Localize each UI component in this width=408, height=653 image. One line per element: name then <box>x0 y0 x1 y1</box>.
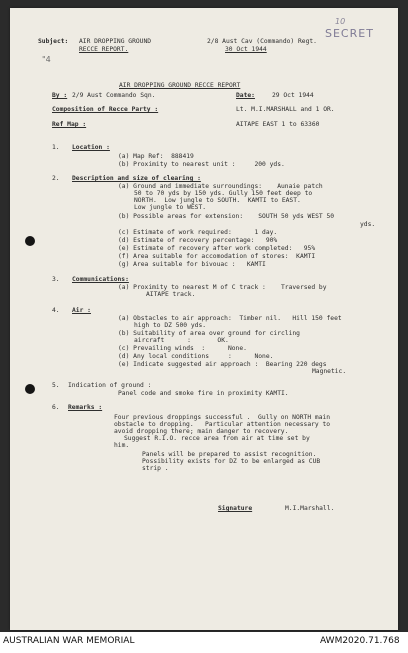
section-3-a-line2: AITAPE track. <box>146 291 196 298</box>
report-title: AIR DROPPING GROUND RECCE REPORT <box>119 82 241 89</box>
archive-reference: AWM2020.71.768 <box>320 636 400 646</box>
handwritten-number: 10 <box>335 17 346 26</box>
remarks-line-3: avoid dropping there; main danger to recovery. <box>114 428 289 435</box>
header-date: 30 Oct 1944 <box>225 46 267 53</box>
punch-hole-bottom <box>25 384 35 394</box>
section-2-b-line1: (b) Possible areas for extension: SOUTH 50 yds WEST 50 <box>118 213 335 220</box>
section-4-b-line1: (b) Suitability of area over ground for circling <box>118 330 300 337</box>
section-5-number: 5. <box>52 382 60 389</box>
punch-hole-top <box>25 236 35 246</box>
section-1-a: (a) Map Ref: 888419 <box>118 153 194 160</box>
remarks-line-1: Four previous droppings successful . Gully on NORTH main <box>114 414 331 421</box>
section-2-c: (c) Estimate of work required: 1 day. <box>118 229 278 236</box>
date-label: Date: <box>236 92 255 99</box>
section-5-body: Panel code and smoke fire in proximity KAMTI. <box>118 390 289 397</box>
date-value: 29 Oct 1944 <box>272 92 314 99</box>
remarks-line-6: Panels will be prepared to assist recognition. <box>142 451 317 458</box>
remarks-line-2: obstacle to dropping. Particular attention necessary to <box>114 421 331 428</box>
section-4-d: (d) Any local conditions : None. <box>118 353 274 360</box>
margin-mark: "4 <box>42 55 51 64</box>
section-2-e: (e) Estimate of recovery after work completed: 95% <box>118 245 316 252</box>
section-4-e-line2: Magnetic. <box>312 368 347 375</box>
section-2-f: (f) Area suitable for accomodation of stores: KAMTI <box>118 253 316 260</box>
remarks-line-7: Possibility exists for DZ to be enlarged as CUB <box>142 458 321 465</box>
ref-map-value: AITAPE EAST 1 to 63360 <box>236 121 320 128</box>
remarks-line-8: strip . <box>142 465 169 472</box>
secret-stamp <box>325 17 381 45</box>
section-2-b-line2: yds. <box>360 221 376 228</box>
archive-footer <box>0 632 408 653</box>
section-1-heading: Location : <box>72 144 110 151</box>
section-2-a-line2: 50 to 70 yds by 150 yds. Gully 150 feet deep to <box>134 190 313 197</box>
section-2-heading: Description and size of clearing : <box>72 175 201 182</box>
section-2-a-line1: (a) Ground and immediate surroundings: Aunaie patch <box>118 183 323 190</box>
institution-name: AUSTRALIAN WAR MEMORIAL <box>3 636 135 646</box>
section-1-b: (b) Proximity to nearest unit : 200 yds. <box>118 161 285 168</box>
section-2-d: (d) Estimate of recovery percentage: 90% <box>118 237 278 244</box>
section-2-a-line3: NORTH. Low jungle to SOUTH. KAMTI to EAST. <box>134 197 301 204</box>
party-label: Composition of Recce Party : <box>52 106 159 113</box>
section-4-heading: Air : <box>72 307 91 314</box>
signature-label: Signature <box>218 505 253 512</box>
section-6-heading: Remarks : <box>68 404 103 411</box>
section-6-number: 6. <box>52 404 60 411</box>
section-5-heading: Indication of ground : <box>68 382 152 389</box>
section-4-e-line1: (e) Indicate suggested air approach : Bearing 220 degs <box>118 361 327 368</box>
subject-line-1: AIR DROPPING GROUND <box>79 38 152 45</box>
section-4-number: 4. <box>52 307 60 314</box>
by-label: By : <box>52 92 68 99</box>
by-value: 2/9 Aust Commando Sqn. <box>72 92 156 99</box>
section-4-a-line2: high to DZ 500 yds. <box>134 322 207 329</box>
classification-stamp: SECRET <box>325 27 374 40</box>
party-value: Lt. M.I.MARSHALL and 1 OR. <box>236 106 335 113</box>
section-4-b-line2: aircraft : OK. <box>134 337 229 344</box>
ref-map-label: Ref Map : <box>52 121 87 128</box>
remarks-line-4: Suggest R.I.O. recce area from air at time set by <box>124 435 310 442</box>
unit-name: 2/8 Aust Cav (Commando) Regt. <box>207 38 317 45</box>
remarks-line-5: him. <box>114 442 130 449</box>
section-2-a-line4: Low jungle to WEST. <box>134 204 207 211</box>
section-3-number: 3. <box>52 276 60 283</box>
subject-label: Subject: <box>38 38 69 45</box>
section-4-a-line1: (a) Obstacles to air approach: Timber nil. Hill 150 feet <box>118 315 342 322</box>
section-1-number: 1. <box>52 144 60 151</box>
section-4-c: (c) Prevailing winds : None. <box>118 345 247 352</box>
subject-line-2: RECCE REPORT. <box>79 46 129 53</box>
section-2-number: 2. <box>52 175 60 182</box>
section-2-g: (g) Area suitable for bivouac : KAMTI <box>118 261 266 268</box>
signature-name: M.I.Marshall. <box>285 505 335 512</box>
section-3-a-line1: (a) Proximity to nearest M of C track : Traversed by <box>118 284 327 291</box>
section-3-heading: Communications: <box>72 276 129 283</box>
